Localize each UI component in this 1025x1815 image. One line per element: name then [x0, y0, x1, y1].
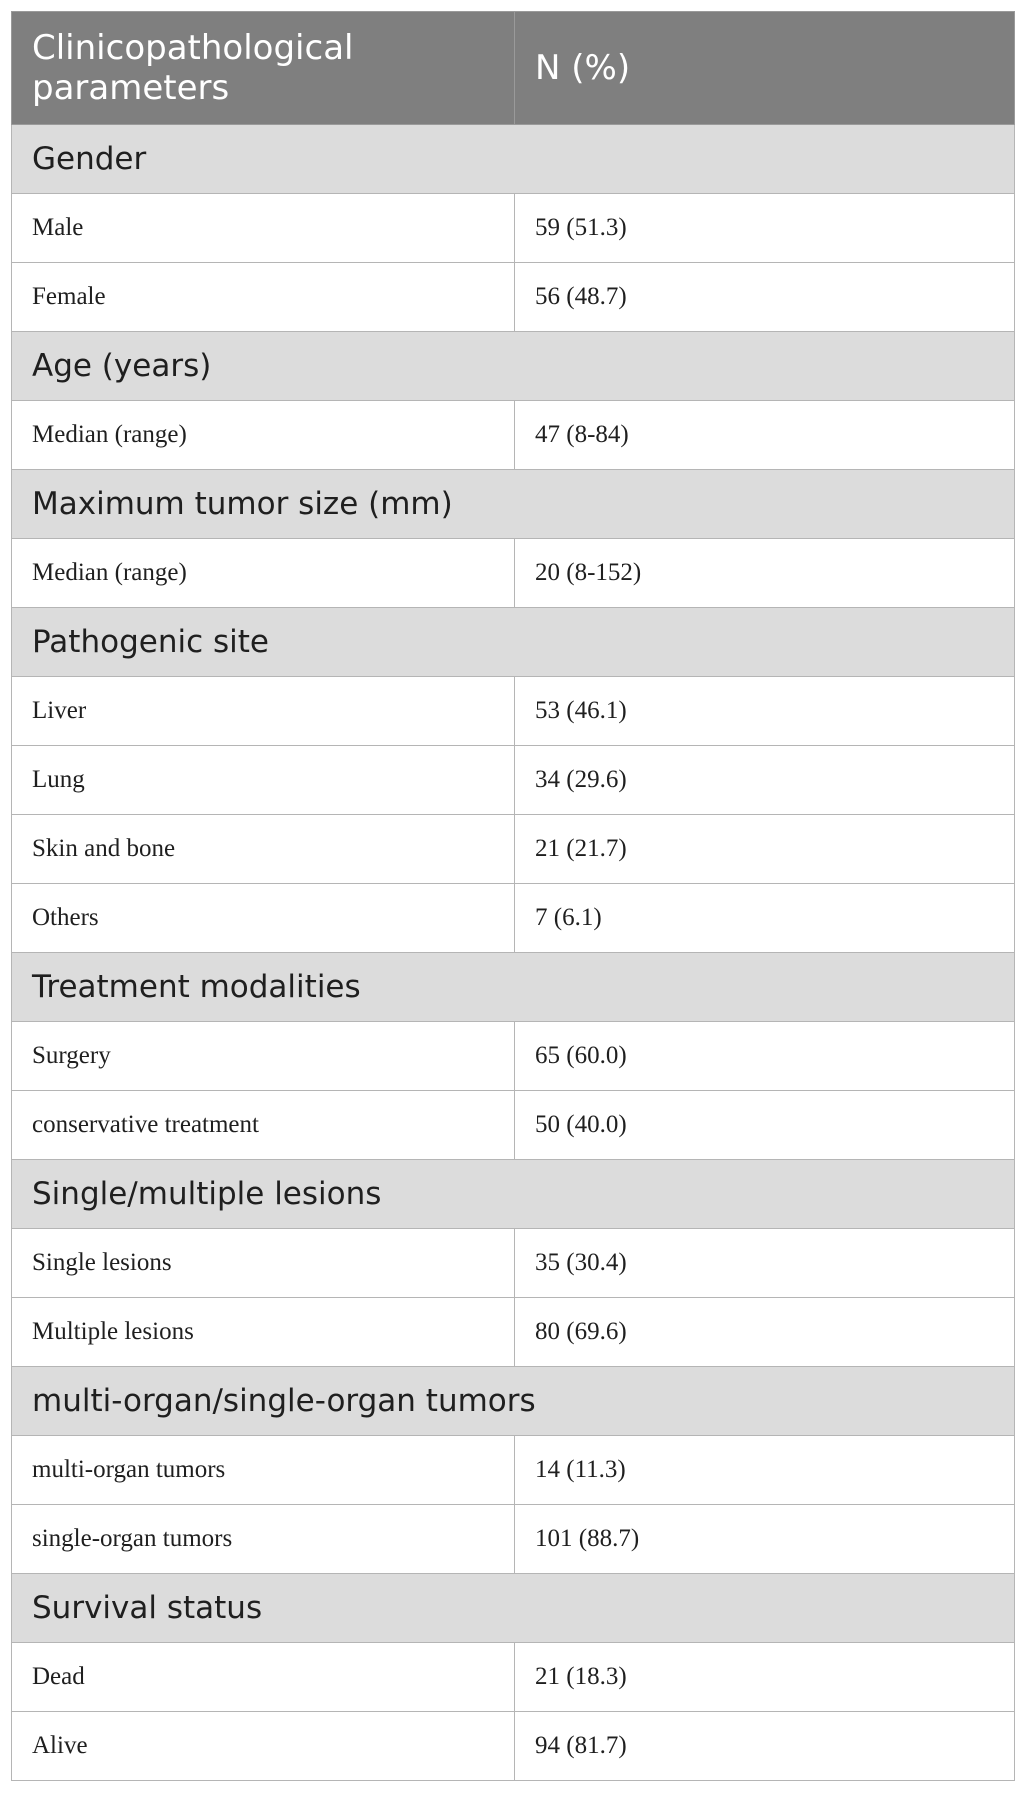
- section-row: [12, 1574, 1015, 1643]
- table-row: [12, 1091, 1015, 1160]
- section-title: Treatment modalities: [12, 953, 1015, 1022]
- header-row: [12, 12, 1015, 125]
- table-row: [12, 1022, 1015, 1091]
- row-value: 56 (48.7): [515, 263, 1015, 332]
- row-label: Female: [12, 263, 515, 332]
- table-row: [12, 815, 1015, 884]
- section-title: Pathogenic site: [12, 608, 1015, 677]
- section-title: Survival status: [12, 1574, 1015, 1643]
- row-label: single-organ tumors: [12, 1505, 515, 1574]
- table-body: [12, 125, 1015, 1781]
- row-value: 65 (60.0): [515, 1022, 1015, 1091]
- row-value: 20 (8-152): [515, 539, 1015, 608]
- row-value: 80 (69.6): [515, 1298, 1015, 1367]
- row-label: Skin and bone: [12, 815, 515, 884]
- section-row: [12, 470, 1015, 539]
- section-title: Single/multiple lesions: [12, 1160, 1015, 1229]
- table-row: [12, 746, 1015, 815]
- row-value: 53 (46.1): [515, 677, 1015, 746]
- section-row: [12, 608, 1015, 677]
- row-label: Male: [12, 194, 515, 263]
- row-label: Lung: [12, 746, 515, 815]
- row-value: 94 (81.7): [515, 1712, 1015, 1781]
- row-label: Surgery: [12, 1022, 515, 1091]
- table-row: [12, 1436, 1015, 1505]
- header-n-percent: N (%): [515, 12, 1015, 125]
- table-row: [12, 1712, 1015, 1781]
- row-label: Liver: [12, 677, 515, 746]
- row-value: 7 (6.1): [515, 884, 1015, 953]
- section-title: Gender: [12, 125, 1015, 194]
- section-row: [12, 1367, 1015, 1436]
- section-row: [12, 125, 1015, 194]
- row-value: 101 (88.7): [515, 1505, 1015, 1574]
- table-header: [12, 12, 1015, 125]
- table-row: [12, 263, 1015, 332]
- section-row: [12, 332, 1015, 401]
- row-label: Others: [12, 884, 515, 953]
- row-value: 35 (30.4): [515, 1229, 1015, 1298]
- row-label: Median (range): [12, 401, 515, 470]
- row-label: Alive: [12, 1712, 515, 1781]
- row-label: conservative treatment: [12, 1091, 515, 1160]
- row-label: multi-organ tumors: [12, 1436, 515, 1505]
- section-title: multi-organ/single-organ tumors: [12, 1367, 1015, 1436]
- row-value: 34 (29.6): [515, 746, 1015, 815]
- table-row: [12, 1298, 1015, 1367]
- row-label: Dead: [12, 1643, 515, 1712]
- section-row: [12, 953, 1015, 1022]
- section-title: Maximum tumor size (mm): [12, 470, 1015, 539]
- clinicopathological-table: [11, 11, 1015, 1781]
- section-title: Age (years): [12, 332, 1015, 401]
- table-row: [12, 1643, 1015, 1712]
- row-label: Multiple lesions: [12, 1298, 515, 1367]
- header-parameters: Clinicopathological parameters: [12, 12, 515, 125]
- clinicopathological-table-container: [11, 11, 1014, 1781]
- table-row: [12, 401, 1015, 470]
- table-row: [12, 539, 1015, 608]
- table-row: [12, 677, 1015, 746]
- table-row: [12, 1229, 1015, 1298]
- row-value: 47 (8-84): [515, 401, 1015, 470]
- section-row: [12, 1160, 1015, 1229]
- row-label: Single lesions: [12, 1229, 515, 1298]
- row-label: Median (range): [12, 539, 515, 608]
- row-value: 21 (21.7): [515, 815, 1015, 884]
- row-value: 14 (11.3): [515, 1436, 1015, 1505]
- row-value: 21 (18.3): [515, 1643, 1015, 1712]
- row-value: 59 (51.3): [515, 194, 1015, 263]
- table-row: [12, 1505, 1015, 1574]
- table-row: [12, 884, 1015, 953]
- row-value: 50 (40.0): [515, 1091, 1015, 1160]
- table-row: [12, 194, 1015, 263]
